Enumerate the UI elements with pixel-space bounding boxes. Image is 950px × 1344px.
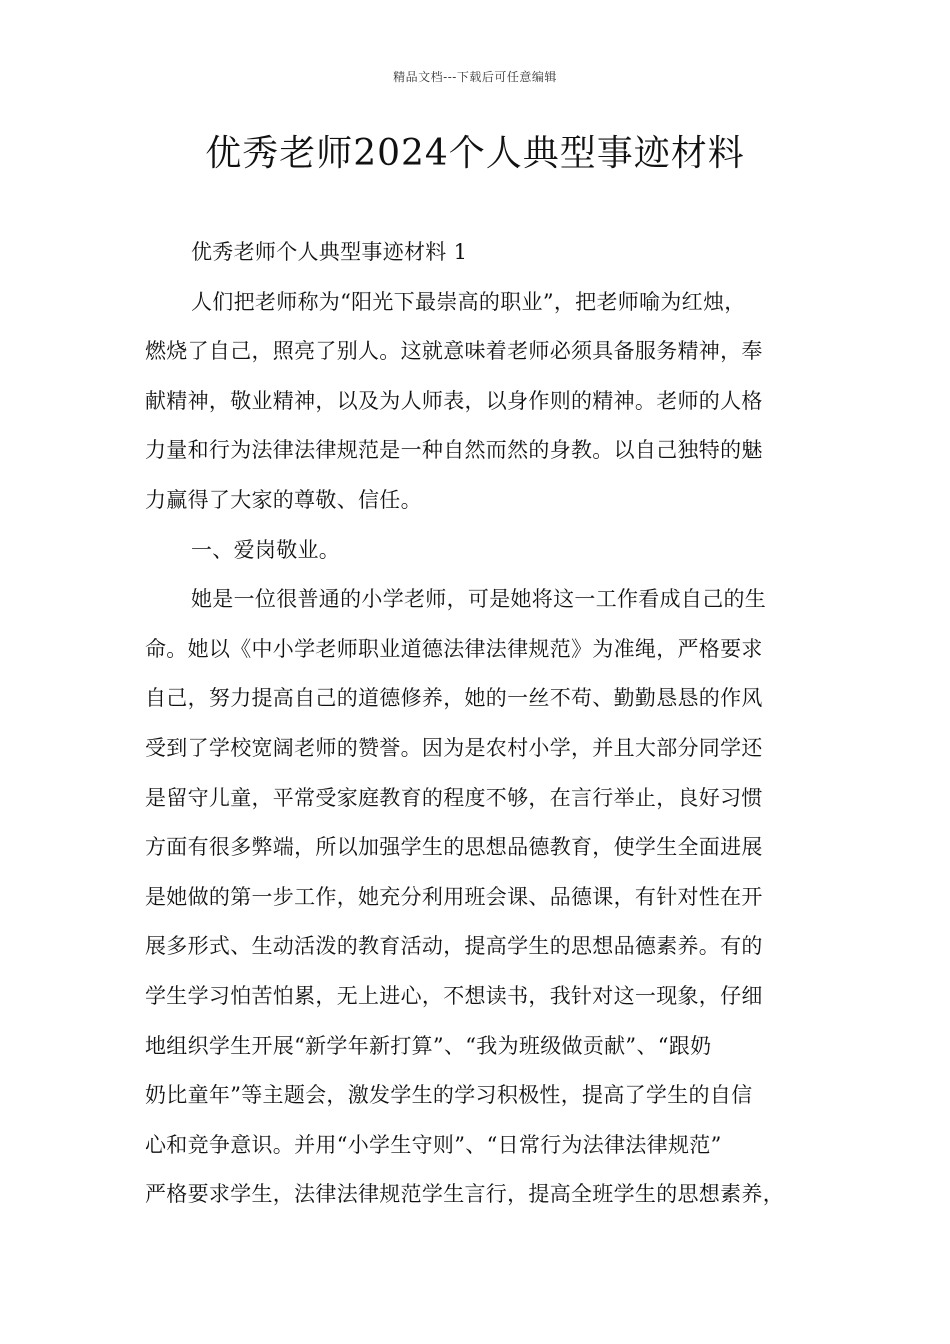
- text-line: 地组织学生开展“新学年新打算”、“我为班级做贡献”、“跟奶: [145, 1033, 712, 1058]
- text-line: 优秀老师个人典型事迹材料 1: [191, 240, 468, 264]
- text-line: 她是一位很普通的小学老师，可是她将这一工作看成自己的生: [191, 587, 767, 612]
- text-line: 方面有很多弊端，所以加强学生的思想品德教育，使学生全面进展: [145, 835, 763, 860]
- text-line: 受到了学校宽阔老师的赞誉。因为是农村小学，并且大部分同学还: [145, 735, 763, 760]
- document-title: 优秀老师2024个人典型事迹材料: [205, 133, 745, 174]
- text-line: 献精神，敬业精神，以及为人师表，以身作则的精神。老师的人格: [145, 388, 763, 413]
- text-line: 燃烧了自己，照亮了别人。这就意味着老师必须具备服务精神，奉: [145, 339, 763, 364]
- body-text: [145, 228, 810, 1220]
- text-line: 命。她以《中小学老师职业道德法律法律规范》为准绳，严格要求: [145, 636, 763, 661]
- text-line: 是留守儿童，平常受家庭教育的程度不够，在言行举止，良好习惯: [145, 785, 763, 810]
- header-note: 精品文档---下载后可任意编辑: [393, 70, 557, 84]
- text-line: 力赢得了大家的尊敬、信任。: [145, 487, 422, 512]
- text-line: 是她做的第一步工作，她充分利用班会课、品德课，有针对性在开: [145, 884, 763, 909]
- text-line: 学生学习怕苦怕累，无上进心，不想读书，我针对这一现象，仔细: [145, 983, 763, 1008]
- text-line: 一、爱岗敬业。: [191, 537, 341, 562]
- text-line: 人们把老师称为“阳光下最崇高的职业”，把老师喻为红烛，: [191, 289, 746, 314]
- text-line: 奶比童年”等主题会，激发学生的学习积极性，提高了学生的自信: [145, 1083, 753, 1108]
- text-line: 严格要求学生，法律法律规范学生言行，提高全班学生的思想素养，: [145, 1182, 784, 1207]
- text-line: 心和竞争意识。并用“小学生守则”、“日常行为法律法律规范”: [145, 1132, 722, 1157]
- text-line: 力量和行为法律法律规范是一种自然而然的身教。以自己独特的魅: [145, 438, 763, 463]
- text-line: 展多形式、生动活泼的教育活动，提高学生的思想品德素养。有的: [145, 934, 763, 959]
- text-line: 自己，努力提高自己的道德修养，她的一丝不苟、勤勤恳恳的作风: [145, 686, 763, 711]
